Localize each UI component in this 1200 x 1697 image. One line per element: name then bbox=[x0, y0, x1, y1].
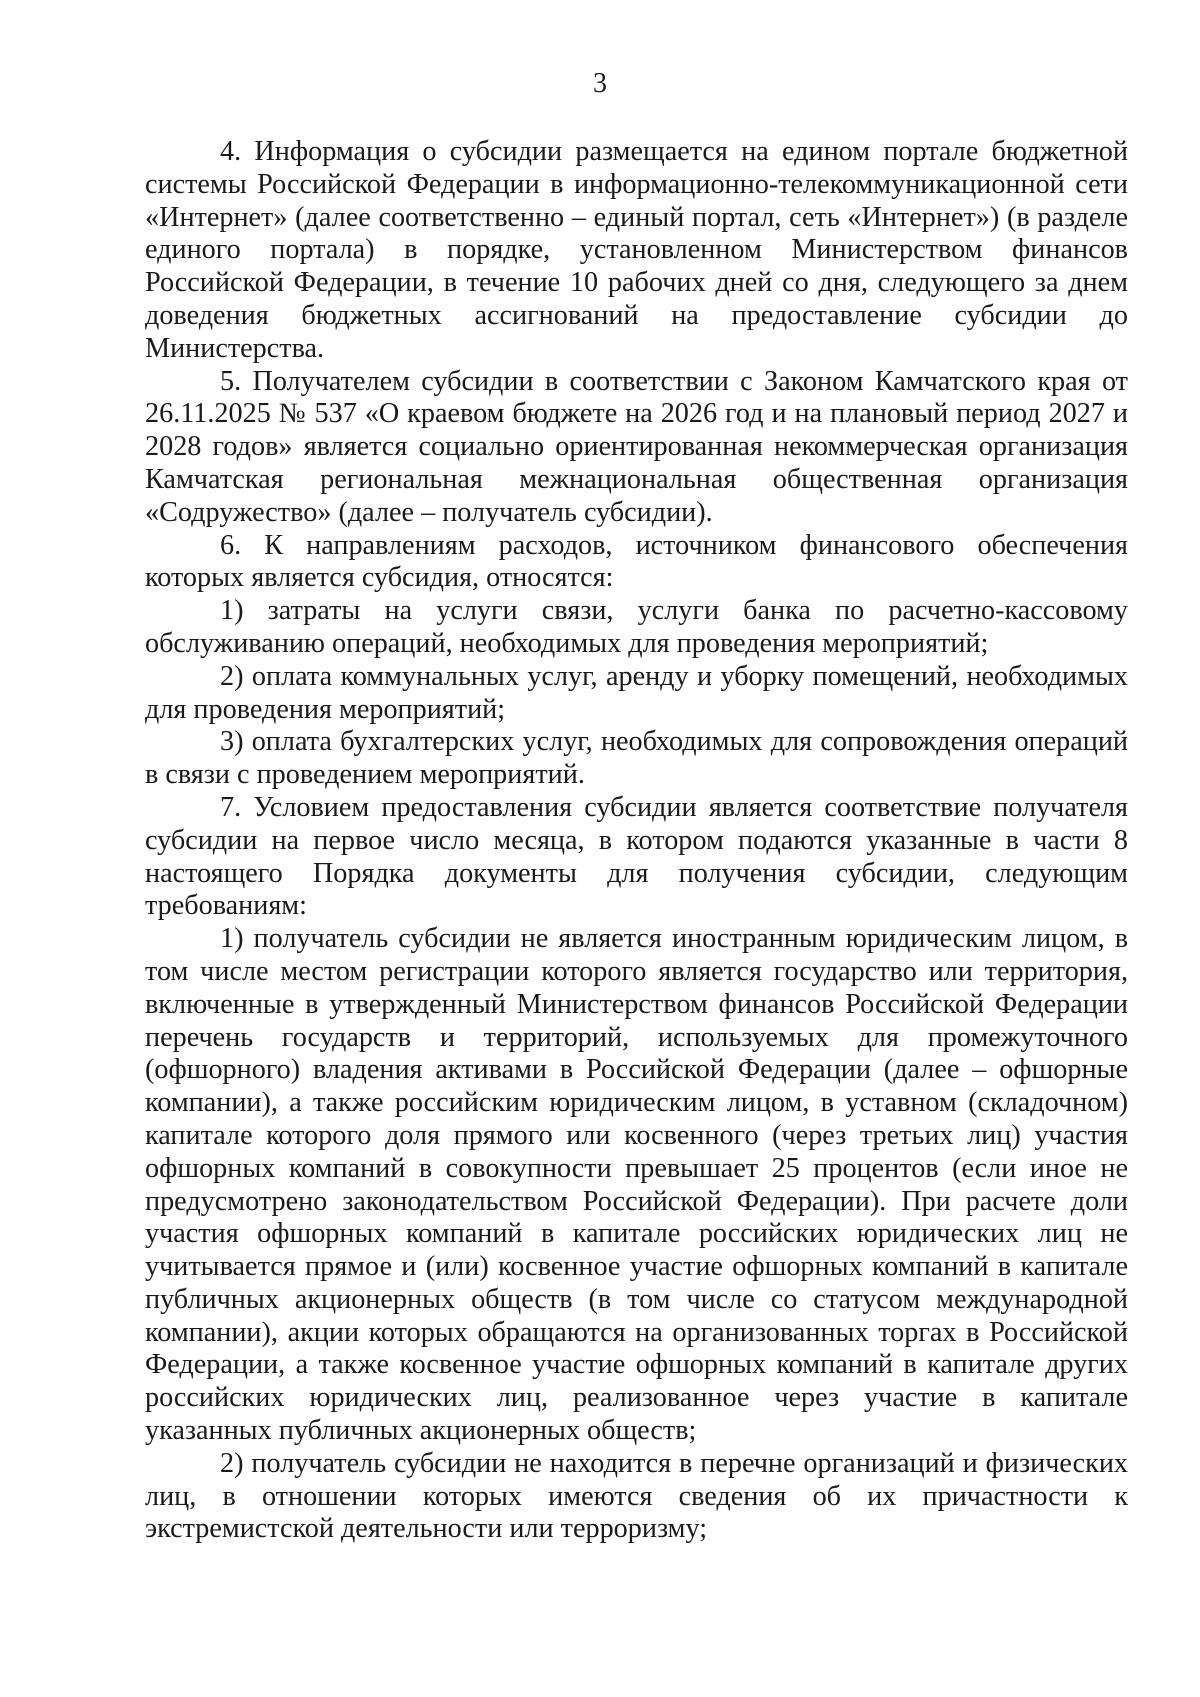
list-item-6-2: 2) оплата коммунальных услуг, аренду и уборку помещений, необходимых для проведения мероприятий; bbox=[145, 660, 1128, 725]
paragraph-4-portal-info: 4. Информация о субсидии размещается на едином портале бюджетной системы Российской Федерации в информационно-телекоммуникационной сети «Интернет» (далее соответственно – единый портал, сеть «Интернет») (в разделе единого портала) в порядке, установленном Министерством финансов Российской Федерации, в течение 10 рабочих дней со дня, следующего за днем доведения бюджетных ассигнований на предоставление субсидии до Министерства. bbox=[145, 136, 1128, 364]
list-item-6-3: 3) оплата бухгалтерских услуг, необходимых для сопровождения операций в связи с проведением мероприятий. bbox=[145, 726, 1128, 791]
page-number: 3 bbox=[593, 68, 607, 99]
document-body bbox=[145, 136, 1128, 1546]
list-item-6-1: 1) затраты на услуги связи, услуги банка по расчетно-кассовому обслуживанию операций, необходимых для проведения мероприятий; bbox=[145, 595, 1128, 659]
list-item-7-2: 2) получатель субсидии не находится в перечне организаций и физических лиц, в отношении которых имеются сведения об их причастности к экстремистской деятельности или терроризму; bbox=[145, 1447, 1128, 1545]
paragraph-5-recipient: 5. Получателем субсидии в соответствии с Законом Камчатского края от 26.11.2025 № 537 «О краевом бюджете на 2026 год и на плановый период 2027 и 2028 годов» является социально ориентированная некоммерческая организация Камчатская региональная межнациональная общественная организация «Содружество» (далее – получатель субсидии). bbox=[145, 365, 1128, 528]
paragraph-6-expense-directions: 6. К направлениям расходов, источником финансового обеспечения которых является субсидия, относятся: bbox=[145, 529, 1128, 594]
paragraph-7-conditions: 7. Условием предоставления субсидии является соответствие получателя субсидии на первое число месяца, в котором подаются указанные в части 8 настоящего Порядка документы для получения субсидии, следующим требованиям: bbox=[145, 791, 1128, 922]
list-item-7-1: 1) получатель субсидии не является иностранным юридическим лицом, в том числе местом регистрации которого является государство или территория, включенные в утвержденный Министерством финансов Российской Федерации перечень государств и территорий, используемых для промежуточного (офшорного) владения активами в Российской Федерации (далее – офшорные компании), а также российским юридическим лицом, в уставном (складочном) капитале которого доля прямого или косвенного (через третьих лиц) участия офшорных компаний в совокупности превышает 25 процентов (если иное не предусмотрено законодательством Российской Федерации). При расчете доли участия офшорных компаний в капитале российских юридических лиц не учитывается прямое и (или) косвенное участие офшорных компаний в капитале публичных акционерных обществ (в том числе со статусом международной компании), акции которых обращаются на организованных торгах в Российской Федерации, а также косвенное участие офшорных компаний в капитале других российских юридических лиц, реализованное через участие в капитале указанных публичных акционерных обществ; bbox=[145, 923, 1128, 1447]
